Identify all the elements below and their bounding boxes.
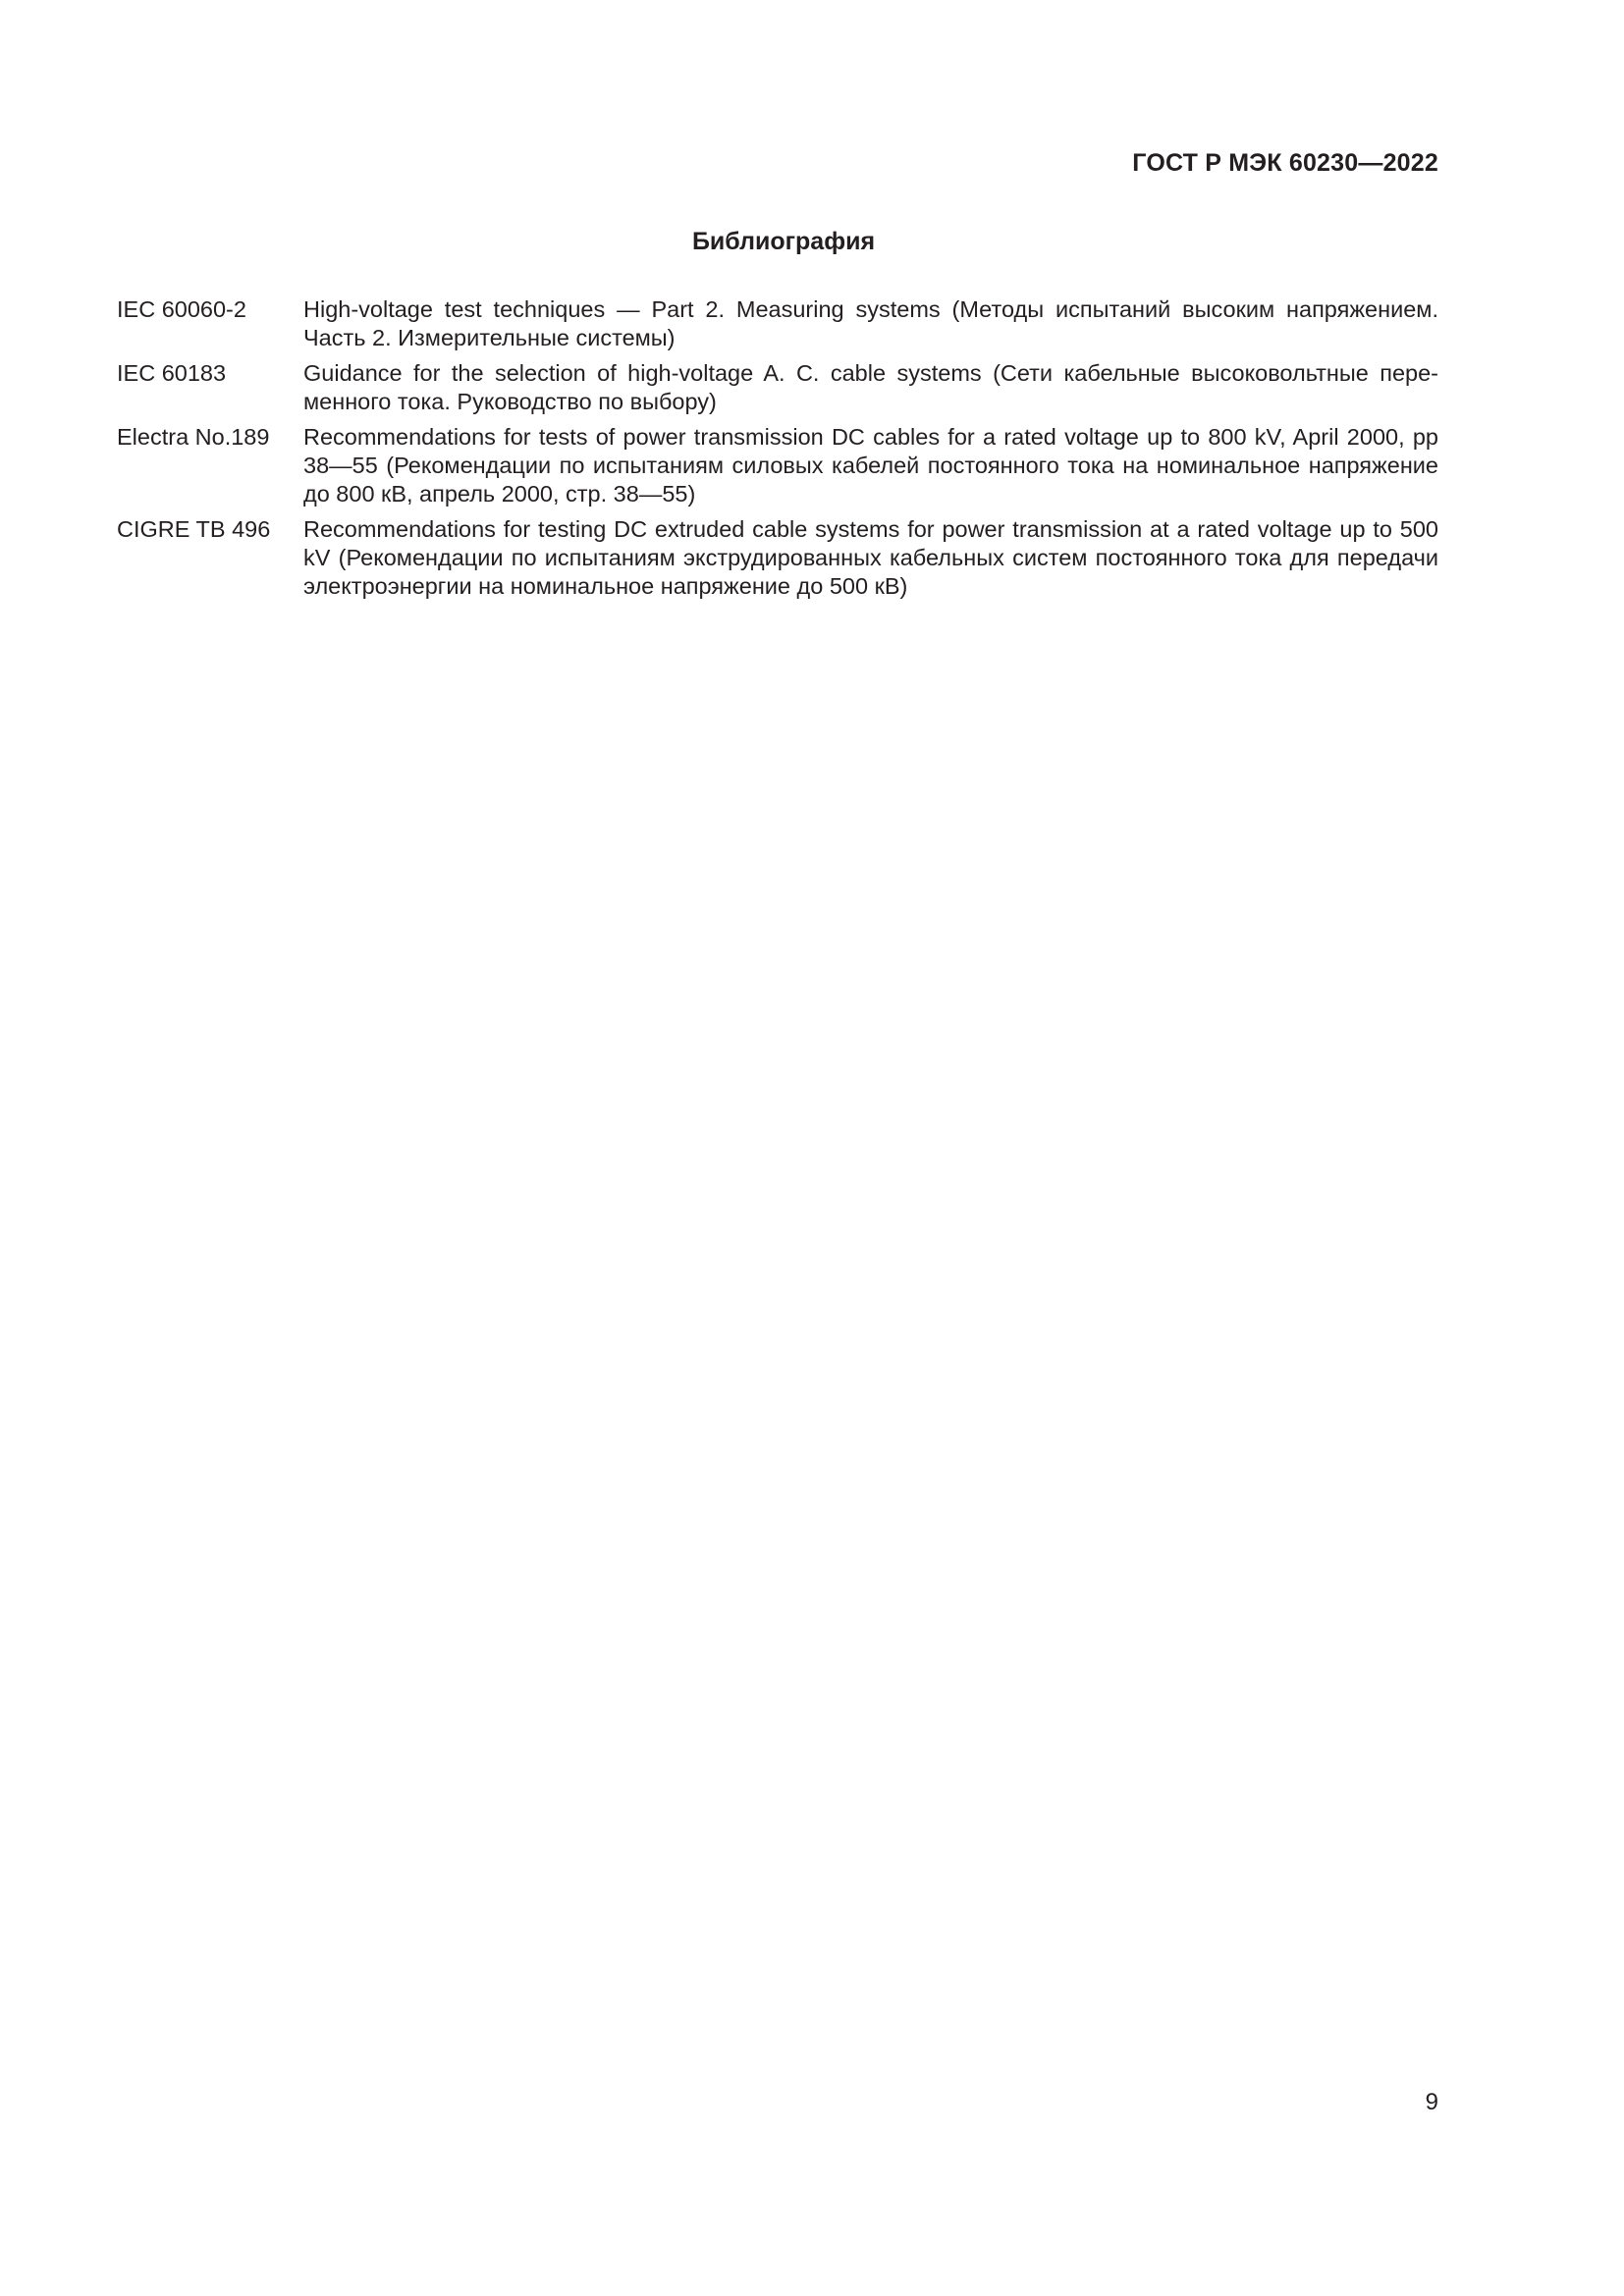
bibliography-entry [117,359,1438,416]
standard-code-header: ГОСТ Р МЭК 60230—2022 [1132,149,1438,177]
bibliography-entry-code: Electra No.189 [117,424,270,450]
bibliography-entry-code: IEC 60060-2 [117,296,246,322]
bibliography-entry-code: CIGRE TB 496 [117,516,271,542]
page-number: 9 [1425,2089,1438,2115]
bibliography-entry-text: Guidance for the selection of high-voltage A. C. cable systems (Сети кабельные высоковольтные переменного тока. Руководство по выбору) [303,360,1438,414]
bibliography-list [117,295,1438,608]
bibliography-entry-text: High-voltage test techniques — Part 2. Measuring systems (Методы испытаний высоким напряжением. Часть 2. Измерительные системы) [303,296,1438,350]
bibliography-entry [117,295,1438,352]
bibliography-entry-text: Recommendations for testing DC extruded cable systems for power transmission at a rated voltage up to 500 kV (Рекомендации по испытаниям экструдированных кабельных систем постоянного тока для передачи электроэнергии на номинальное напряжение до 500 кВ) [303,516,1438,599]
bibliography-entry-text: Recommendations for tests of power transmission DC cables for a rated voltage up to 800 kV, April 2000, pp 38—55 (Рекомендации по испытаниям силовых кабелей постоянного тока на номинальное напряжение до 800 кВ, апрель 2000, стр. 38—55) [303,424,1438,507]
bibliography-entry [117,423,1438,508]
bibliography-entry [117,515,1438,601]
page-title: Библиография [691,228,876,255]
bibliography-entry-code: IEC 60183 [117,360,227,386]
